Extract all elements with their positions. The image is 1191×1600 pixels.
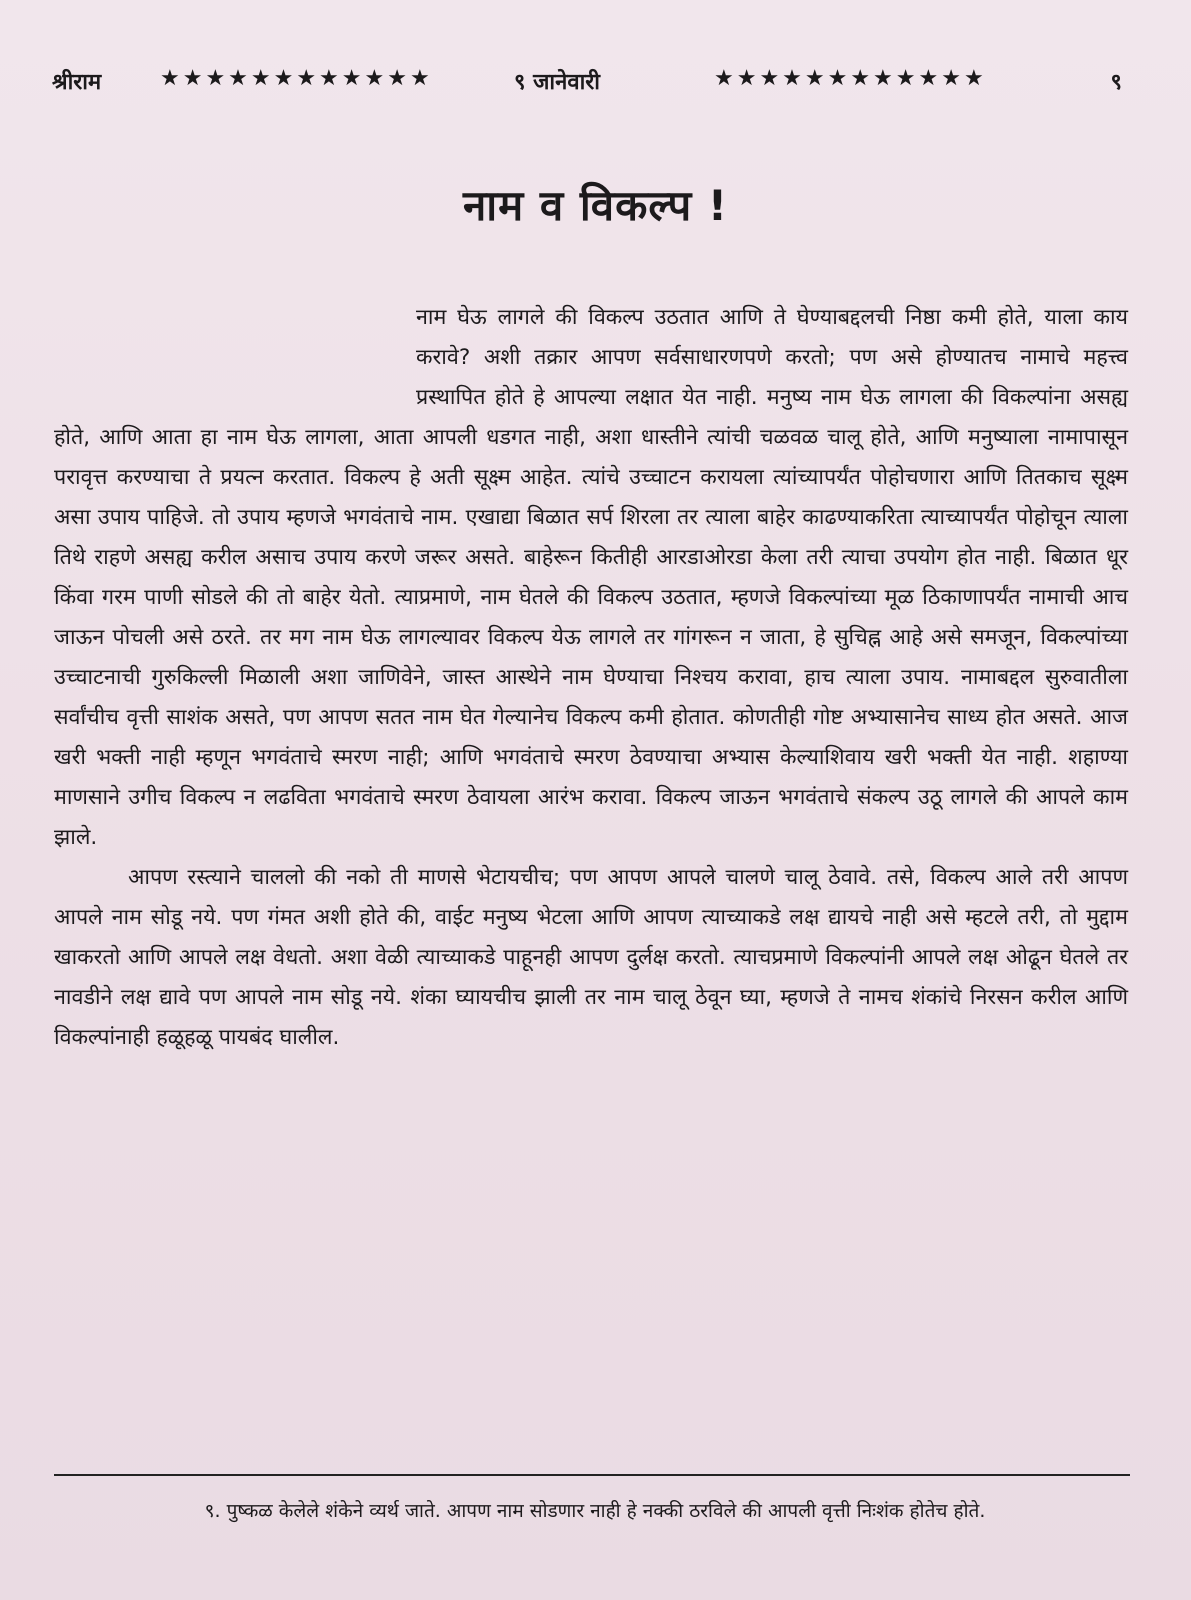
header-date: ९ जानेवारी xyxy=(514,70,600,95)
paragraph-2: आपण रस्त्याने चाललो की नको ती माणसे भेटायचीच; पण आपण आपले चालणे चालू ठेवावे. तसे, विकल्प आले तरी आपण आपले नाम सोडू नये. पण गंमत अशी होते की, वाईट मनुष्य भेटला आणि आपण त्याच्याकडे लक्ष द्यायचे नाही असे म्हटले तरी, तो मुद्दाम खाकरतो आणि आपले लक्ष वेधतो. अशा वेळी त्याच्याकडे पाहूनही आपण दुर्लक्ष करतो. त्याचप्रमाणे विकल्पांनी आपले लक्ष ओढून घेतले तर नावडीने लक्ष द्यावे पण आपले नाम सोडू नये. शंका घ्यायचीच झाली तर नाम चालू ठेवून घ्या, म्हणजे ते नामच शंकांचे निरसन करील आणि विकल्पांनाही हळूहळू पायबंद घालील. xyxy=(54,865,1128,1050)
footnote-divider xyxy=(54,1474,1130,1476)
page-header xyxy=(52,66,1122,102)
paragraph-1: नाम घेऊ लागले की विकल्प उठतात आणि ते घेण्याबद्दलची निष्ठा कमी होते, याला काय करावे? अशी तक्रार आपण सर्वसाधारणपणे करतो; पण असे होण्यातच नामाचे महत्त्व प्रस्थापित होते हे आपल्या लक्षात येत नाही. मनुष्य नाम घेऊ लागला की विकल्पांना असह्य होते, आणि आता हा नाम घेऊ लागला, आता आपली धडगत नाही, अशा धास्तीने त्यांची चळवळ चालू होते, आणि मनुष्याला नामापासून परावृत्त करण्याचा ते प्रयत्न करतात. विकल्प हे अती सूक्ष्म आहेत. त्यांचे उच्चाटन करायला त्यांच्यापर्यंत पोहोचणारा आणि तितकाच सूक्ष्म असा उपाय पाहिजे. तो उपाय म्हणजे भगवंताचे नाम. एखाद्या बिळात सर्प शिरला तर त्याला बाहेर काढण्याकरिता त्याच्यापर्यंत पोहोचून त्याला तिथे राहणे असह्य करील असाच उपाय करणे जरूर असते. बाहेरून कितीही आरडाओरडा केला तरी त्याचा उपयोग होत नाही. बिळात धूर किंवा गरम पाणी सोडले की तो बाहेर येतो. त्याप्रमाणे, नाम घेतले की विकल्प उठतात, म्हणजे विकल्पांच्या मूळ ठिकाणापर्यंत नामाची आच जाऊन पोचली असे ठरते. तर मग नाम घेऊ लागल्यावर विकल्प येऊ लागले तर गांगरून न जाता, हे सुचिह्न आहे असे समजून, विकल्पांच्या उच्चाटनाची गुरुकिल्ली मिळाली अशा जाणिवेने, जास्त आस्थेने नाम घेण्याचा निश्चय करावा, हाच त्याला उपाय. नामाबद्दल सुरुवातीला सर्वांचीच वृत्ती साशंक असते, पण आपण सतत नाम घेत गेल्यानेच विकल्प कमी होतात. कोणतीही गोष्ट अभ्यासानेच साध्य होत असते. आज खरी भक्ती नाही म्हणून भगवंताचे स्मरण नाही; आणि भगवंताचे स्मरण ठेवण्याचा अभ्यास केल्याशिवाय खरी भक्ती येत नाही. शहाण्या माणसाने उगीच विकल्प न लढविता भगवंताचे स्मरण ठेवायला आरंभ करावा. विकल्प जाऊन भगवंताचे संकल्प उठू लागले की आपले काम झाले. xyxy=(54,305,1128,850)
header-stars-left: ★★★★★★★★★★★★ xyxy=(160,66,433,91)
page-number: ९ xyxy=(1110,70,1122,95)
footnote: ९. पुष्कळ केलेले शंकेने व्यर्थ जाते. आपण नाम सोडणार नाही हे नक्की ठरविले की आपली वृत्ती निःशंक होतेच होते. xyxy=(204,1500,986,1522)
header-shriram: श्रीराम xyxy=(52,70,102,95)
header-stars-right: ★★★★★★★★★★★★ xyxy=(714,66,987,91)
illustration-space xyxy=(54,298,416,418)
page-title: नाम व विकल्प ! xyxy=(462,181,729,230)
body-text xyxy=(54,298,1128,1058)
